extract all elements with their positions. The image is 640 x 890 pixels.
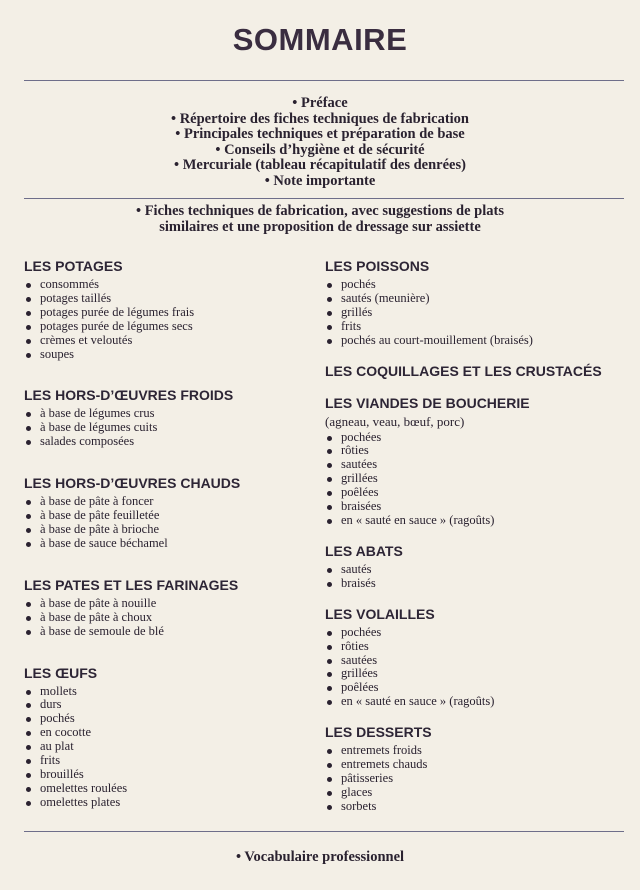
section-pates-farinages bbox=[24, 577, 314, 639]
item-list bbox=[24, 685, 314, 810]
list-item: pochés au court-mouillement (braisés) bbox=[325, 334, 625, 348]
section-desserts bbox=[325, 724, 625, 814]
list-item: pochées bbox=[325, 431, 625, 445]
list-item: potages purée de légumes secs bbox=[24, 320, 314, 334]
list-item: omelettes roulées bbox=[24, 782, 314, 796]
section-title: LES HORS-D’ŒUVRES CHAUDS bbox=[24, 475, 241, 492]
list-item: pochés bbox=[24, 712, 314, 726]
intro-list bbox=[0, 96, 640, 190]
fiches-note bbox=[0, 204, 640, 235]
list-item: entremets chauds bbox=[325, 758, 625, 772]
list-item: en « sauté en sauce » (ragoûts) bbox=[325, 514, 625, 528]
list-item: glaces bbox=[325, 786, 625, 800]
intro-item: • Répertoire des fiches techniques de fabrication bbox=[0, 112, 640, 128]
list-item: mollets bbox=[24, 685, 314, 699]
fiches-line: similaires et une proposition de dressage sur assiette bbox=[159, 218, 481, 235]
footer-item: • Vocabulaire professionnel bbox=[0, 849, 640, 866]
list-item: frits bbox=[325, 320, 625, 334]
page-title: SOMMAIRE bbox=[232, 22, 408, 57]
item-list bbox=[325, 563, 625, 591]
intro-item: • Conseils d’hygiène et de sécurité bbox=[0, 143, 640, 159]
list-item: grillés bbox=[325, 306, 625, 320]
list-item: pochées bbox=[325, 626, 625, 640]
list-item: à base de sauce béchamel bbox=[24, 537, 314, 551]
list-item: en cocotte bbox=[24, 726, 314, 740]
section-hors-doeuvres-chauds bbox=[24, 475, 314, 551]
section-volailles bbox=[325, 606, 625, 709]
list-item: sautées bbox=[325, 654, 625, 668]
list-item: au plat bbox=[24, 740, 314, 754]
item-list bbox=[325, 278, 625, 348]
list-item: brouillés bbox=[24, 768, 314, 782]
list-item: à base de pâte à choux bbox=[24, 611, 314, 625]
middle-rule bbox=[24, 198, 624, 199]
right-column bbox=[325, 258, 625, 829]
list-item: rôties bbox=[325, 444, 625, 458]
section-title: LES PATES ET LES FARINAGES bbox=[24, 576, 239, 593]
item-list bbox=[24, 278, 314, 361]
item-list bbox=[24, 407, 314, 449]
section-hors-doeuvres-froids bbox=[24, 387, 314, 449]
list-item: grillées bbox=[325, 667, 625, 681]
list-item: à base de légumes crus bbox=[24, 407, 314, 421]
list-item: sautés bbox=[325, 563, 625, 577]
section-poissons bbox=[325, 258, 625, 348]
list-item: à base de pâte à brioche bbox=[24, 523, 314, 537]
intro-item: • Principales techniques et préparation de base bbox=[0, 127, 640, 143]
section-title: LES DESSERTS bbox=[325, 724, 432, 741]
list-item: en « sauté en sauce » (ragoûts) bbox=[325, 695, 625, 709]
list-item: consommés bbox=[24, 278, 314, 292]
section-title: LES POTAGES bbox=[24, 258, 123, 274]
section-potages bbox=[24, 258, 314, 361]
list-item: braisés bbox=[325, 577, 625, 591]
left-column bbox=[24, 258, 314, 836]
list-item: grillées bbox=[325, 472, 625, 486]
list-item: à base de pâte à foncer bbox=[24, 495, 314, 509]
list-item: omelettes plates bbox=[24, 796, 314, 810]
list-item: crèmes et veloutés bbox=[24, 334, 314, 348]
section-title: LES POISSONS bbox=[325, 258, 430, 274]
list-item: pâtisseries bbox=[325, 772, 625, 786]
section-coquillages-crustaces bbox=[325, 363, 625, 380]
section-viandes-boucherie bbox=[325, 395, 625, 528]
list-item: potages purée de légumes frais bbox=[24, 306, 314, 320]
section-title: LES ABATS bbox=[325, 542, 403, 559]
list-item: poêlées bbox=[325, 681, 625, 695]
intro-item: • Mercuriale (tableau récapitulatif des denrées) bbox=[0, 158, 640, 174]
section-title: LES COQUILLAGES ET LES CRUSTACÉS bbox=[325, 362, 602, 379]
list-item: rôties bbox=[325, 640, 625, 654]
section-abats bbox=[325, 543, 625, 591]
list-item: à base de légumes cuits bbox=[24, 421, 314, 435]
list-item: frits bbox=[24, 754, 314, 768]
item-list bbox=[325, 626, 625, 709]
list-item: durs bbox=[24, 698, 314, 712]
top-rule bbox=[24, 80, 624, 81]
list-item: à base de semoule de blé bbox=[24, 625, 314, 639]
section-title: LES VOLAILLES bbox=[325, 605, 435, 622]
item-list bbox=[24, 495, 314, 551]
intro-item: • Préface bbox=[0, 96, 640, 112]
section-title: LES HORS-D’ŒUVRES FROIDS bbox=[24, 387, 234, 404]
list-item: potages taillés bbox=[24, 292, 314, 306]
list-item: à base de pâte feuilletée bbox=[24, 509, 314, 523]
list-item: à base de pâte à nouille bbox=[24, 597, 314, 611]
list-item: entremets froids bbox=[325, 744, 625, 758]
list-item: braisées bbox=[325, 500, 625, 514]
list-item: soupes bbox=[24, 348, 314, 362]
list-item: salades composées bbox=[24, 435, 314, 449]
item-list bbox=[24, 597, 314, 639]
list-item: sautés (meunière) bbox=[325, 292, 625, 306]
item-list bbox=[325, 744, 625, 814]
list-item: sorbets bbox=[325, 800, 625, 814]
list-item: pochés bbox=[325, 278, 625, 292]
list-item: poêlées bbox=[325, 486, 625, 500]
list-item: sautées bbox=[325, 458, 625, 472]
section-oeufs bbox=[24, 665, 314, 810]
section-subtitle: (agneau, veau, bœuf, porc) bbox=[325, 413, 465, 429]
fiches-line: • Fiches techniques de fabrication, avec suggestions de plats bbox=[136, 203, 504, 219]
intro-item: • Note importante bbox=[0, 174, 640, 190]
section-title: LES VIANDES DE BOUCHERIE bbox=[325, 394, 530, 411]
item-list bbox=[325, 431, 625, 528]
section-title: LES ŒUFS bbox=[24, 664, 98, 681]
bottom-rule bbox=[24, 831, 624, 832]
